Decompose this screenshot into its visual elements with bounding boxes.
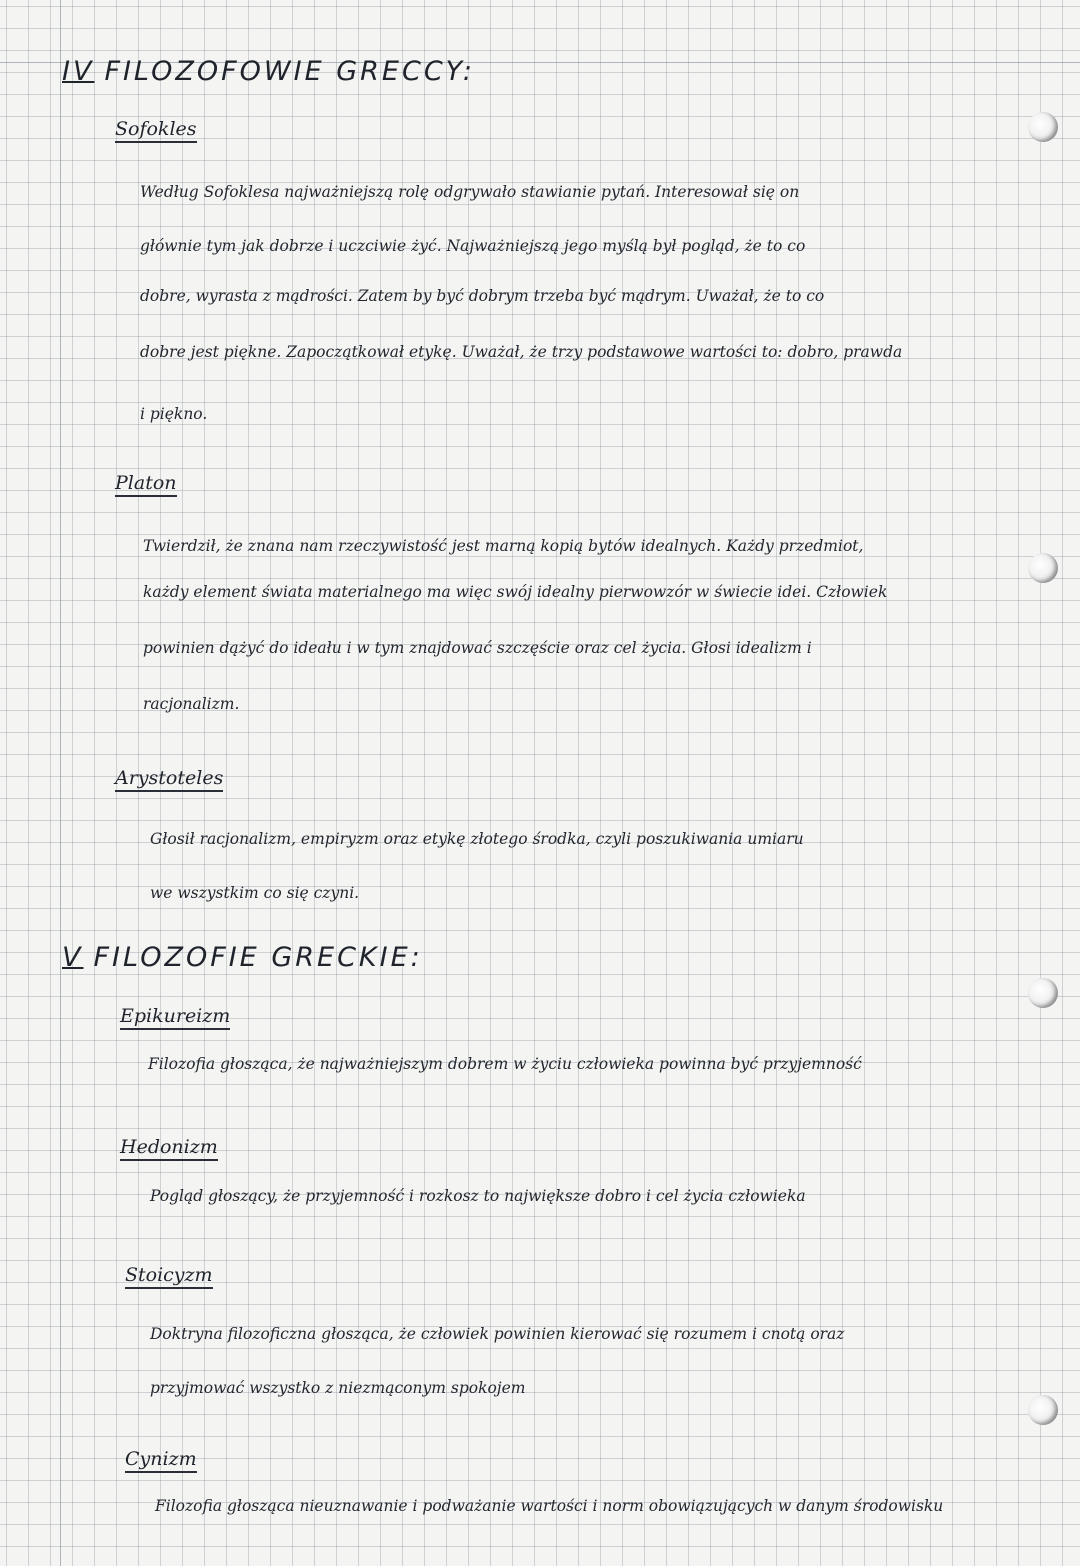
section-heading <box>62 56 475 87</box>
text-line: Głosił racjonalizm, empiryzm oraz etykę złotego środka, czyli poszukiwania umiaru <box>150 830 804 848</box>
entry-heading-stoicyzm: Stoicyzm <box>125 1264 213 1289</box>
text-line: we wszystkim co się czyni. <box>150 884 360 902</box>
binder-hole <box>1028 978 1058 1008</box>
section-title: FILOZOFOWIE GRECCY: <box>104 56 475 87</box>
binder-hole <box>1028 1395 1058 1425</box>
section-numeral: IV <box>62 56 95 87</box>
binder-hole <box>1028 112 1058 142</box>
entry-heading-platon: Platon <box>115 472 177 497</box>
text-line: powinien dążyć do ideału i w tym znajdować szczęście oraz cel życia. Głosi idealizm i <box>143 639 812 657</box>
text-line: Twierdził, że znana nam rzeczywistość jest marną kopią bytów idealnych. Każdy przedmiot, <box>143 537 864 555</box>
entry-heading-cynizm: Cynizm <box>125 1448 197 1473</box>
text-line: każdy element świata materialnego ma więc swój idealny pierwowzór w świecie idei. Człowiek <box>143 583 888 601</box>
entry-heading-sofokles: Sofokles <box>115 118 197 143</box>
entry-heading-arystoteles: Arystoteles <box>115 767 223 792</box>
text-line: Filozofia głosząca nieuznawanie i podważanie wartości i norm obowiązujących w danym środowisku <box>155 1497 944 1515</box>
text-line: dobre, wyrasta z mądrości. Zatem by być dobrym trzeba być mądrym. Uważał, że to co <box>140 287 825 305</box>
text-line: Pogląd głoszący, że przyjemność i rozkosz to największe dobro i cel życia człowieka <box>150 1187 806 1205</box>
notebook-margin-line <box>60 0 61 1566</box>
section-heading <box>62 942 423 973</box>
text-line: racjonalizm. <box>143 695 240 713</box>
text-line: dobre jest piękne. Zapoczątkował etykę. Uważał, że trzy podstawowe wartości to: dobro, prawda <box>140 343 903 361</box>
entry-heading-epikureizm: Epikureizm <box>120 1005 230 1030</box>
text-line: Według Sofoklesa najważniejszą rolę odgrywało stawianie pytań. Interesował się on <box>140 183 800 201</box>
text-line: i piękno. <box>140 405 208 423</box>
text-line: Filozofia głosząca, że najważniejszym dobrem w życiu człowieka powinna być przyjemność <box>148 1055 862 1073</box>
text-line: głównie tym jak dobrze i uczciwie żyć. Najważniejszą jego myślą był pogląd, że to co <box>140 237 806 255</box>
text-line: Doktryna filozoficzna głosząca, że człowiek powinien kierować się rozumem i cnotą oraz <box>150 1325 845 1343</box>
section-title: FILOZOFIE GRECKIE: <box>93 942 423 973</box>
text-line: przyjmować wszystko z niezmąconym spokojem <box>150 1379 526 1397</box>
binder-hole <box>1028 553 1058 583</box>
entry-heading-hedonizm: Hedonizm <box>120 1136 218 1161</box>
section-numeral: V <box>62 942 84 973</box>
